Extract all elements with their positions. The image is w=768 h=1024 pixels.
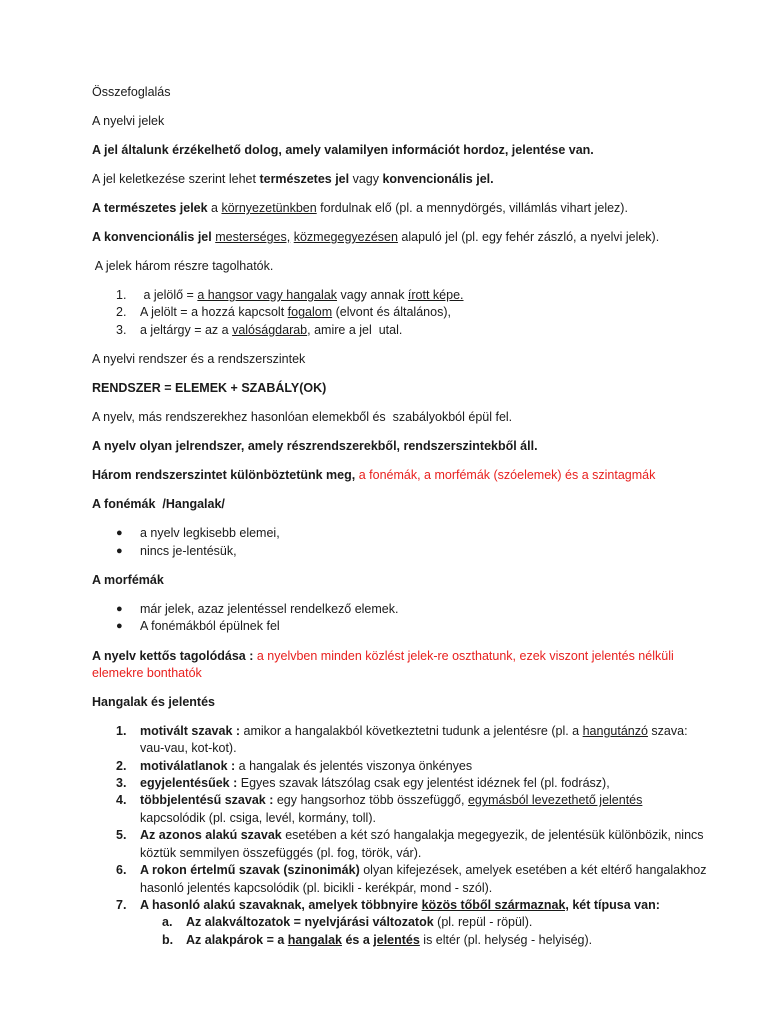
hangalak-list: [92, 723, 708, 949]
list-item: ● már jelek, azaz jelentéssel rendelkező elemek.: [92, 601, 708, 618]
paragraph-konvencionalis-jel: A konvencionális jel mesterséges, közmegegyezésen alapuló jel (pl. egy fehér zászló, a nyelvi jelek).: [92, 230, 660, 244]
paragraph-kettos-tagolodas: A nyelv kettős tagolódása : a nyelvben minden közlést jelek-re oszthatunk, ezek viszont jelentés nélküli elemekre bonthatók: [92, 648, 674, 680]
paragraph-jel-keletkezese: A jel keletkezése szerint lehet természetes jel vagy konvencionális jel.: [92, 172, 494, 186]
paragraph-termeszetes-jelek: A természetes jelek a környezetünkben fordulnak elő (pl. a mennydörgés, villámlás vihart jelez).: [92, 201, 628, 215]
section-heading-nyelvi-jelek: A nyelvi jelek: [92, 114, 165, 128]
morfemak-list: [92, 601, 708, 636]
list-item: 3. egyjelentésűek : Egyes szavak látszólag csak egy jelentést idéznek fel (pl. fodrász),: [116, 776, 610, 791]
formula-rendszer: RENDSZER = ELEMEK + SZABÁLY(OK): [92, 381, 327, 396]
paragraph-jelek-tagolasa: A jelek három részre tagolhatók.: [92, 259, 274, 273]
list-item: ● a nyelv legkisebb elemei,: [92, 525, 708, 542]
list-item: 4. többjelentésű szavak : egy hangsorhoz több összefüggő, egymásból levezethető jelentés kapcsolódik (pl. csiga, levél, kormány, toll).: [116, 793, 643, 825]
fonemak-list: [92, 525, 708, 560]
list-item: 6. A rokon értelmű szavak (szinonimák) olyan kifejezések, amelyek esetében a két eltérő hangalakhoz hasonló jelentés kapcsolódik (pl. bicikli - kerékpár, mond - szól).: [116, 863, 707, 895]
paragraph-jelrendszer: A nyelv olyan jelrendszer, amely részrendszerekből, rendszerszintekből áll.: [92, 439, 538, 454]
list-item: ● nincs je-lentésük,: [92, 543, 708, 560]
list-item: 5. Az azonos alakú szavak esetében a két szó hangalakja megegyezik, de jelentésük különbözik, nincs köztük semmilyen összefüggés (pl. fog, török, vár).: [116, 828, 704, 860]
list-item: 7. A hasonló alakú szavaknak, amelyek többnyire közös tőből származnak, két típusa van: a. Az alakváltozatok = nyelvjárási változatok (pl. repül - röpül). b. Az alakpárok = a hangalak és a jelentés is eltér (pl. helység - helyiség).: [92, 897, 708, 949]
sub-list-item: a. Az alakváltozatok = nyelvjárási változatok (pl. repül - röpül).: [162, 915, 533, 930]
bullet-icon: ●: [116, 603, 123, 616]
heading-fonemak: A fonémák /Hangalak/: [92, 497, 225, 512]
bullet-icon: ●: [116, 620, 123, 633]
jel-parts-list: [92, 287, 708, 339]
sub-list-item: b. Az alakpárok = a hangalak és a jelentés is eltér (pl. helység - helyiség).: [162, 932, 593, 947]
list-item: 2. A jelölt = a hozzá kapcsolt fogalom (elvont és általános),: [116, 305, 451, 320]
hasonlo-alaku-sublist: [140, 914, 708, 949]
heading-morfemak: A morfémák: [92, 573, 164, 588]
list-item: 1. motivált szavak : amikor a hangalakból következtetni tudunk a jelentésre (pl. a hangutánzó szava: vau-vau, kot-kot).: [116, 723, 688, 756]
page-title: Összefoglalás: [92, 85, 171, 99]
bullet-icon: ●: [116, 544, 123, 557]
bullet-icon: ●: [116, 527, 123, 540]
paragraph-nyelv-elemek: A nyelv, más rendszerekhez hasonlóan elemekből és szabályokból épül fel.: [92, 410, 513, 425]
list-item: ● A fonémákból épülnek fel: [92, 618, 708, 635]
paragraph-harom-rendszerszint: Három rendszerszintet különböztetünk meg, a fonémák, a morfémák (szóelemek) és a szintagmák: [92, 468, 656, 483]
section-heading-rendszer: A nyelvi rendszer és a rendszerszintek: [92, 352, 306, 367]
list-item: 1. a jelölő = a hangsor vagy hangalak vagy annak írott képe.: [116, 288, 464, 302]
list-item: 2. motiválatlanok : a hangalak és jelentés viszonya önkényes: [116, 758, 473, 773]
list-item: 3. a jeltárgy = az a valóságdarab, amire a jel utal.: [116, 322, 403, 337]
section-heading-hangalak: Hangalak és jelentés: [92, 694, 215, 709]
paragraph-jel-definition: A jel általunk érzékelhető dolog, amely valamilyen információt hordoz, jelentése van.: [92, 143, 594, 157]
